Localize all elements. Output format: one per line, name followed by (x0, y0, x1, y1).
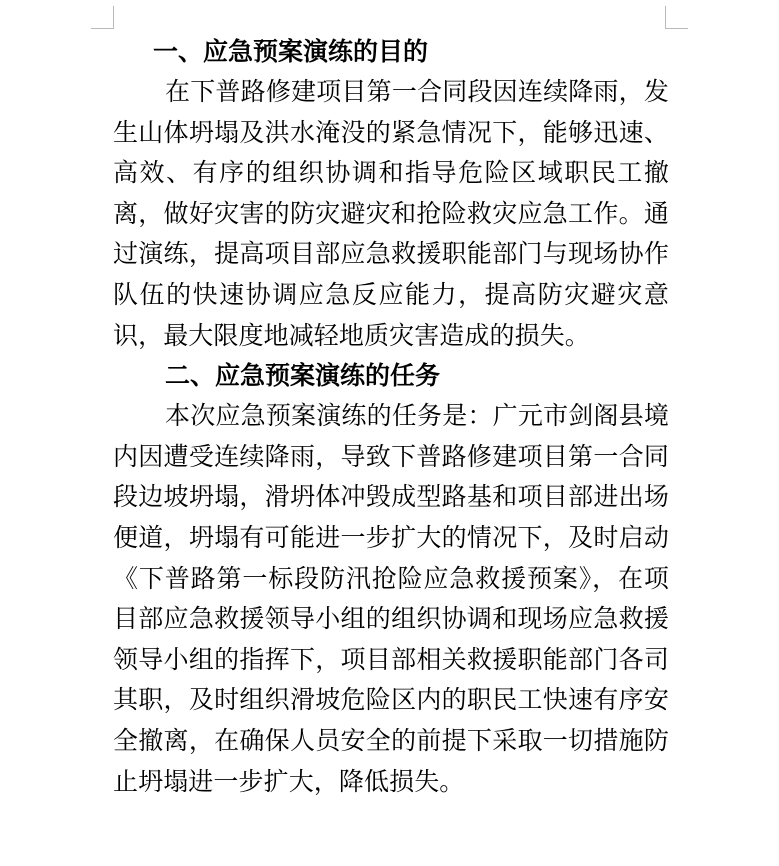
document-body[interactable] (113, 32, 669, 802)
section-paragraph-purpose: 在下普路修建项目第一合同段因连续降雨，发生山体坍塌及洪水淹没的紧急情况下，能够迅速、高效、有序的组织协调和指导危险区域职民工撤离，做好灾害的防灾避灾和抢险救灾应急工作。通过演练，提高项目部应急救援职能部门与现场协作队伍的快速协调应急反应能力，提高防灾避灾意识，最大限度地减轻地质灾害造成的损失。 (113, 77, 669, 350)
page-margin-corner-top-right (665, 6, 688, 29)
section-paragraph-task: 本次应急预案演练的任务是：广元市剑阁县境内因遭受连续降雨，导致下普路修建项目第一合同段边坡坍塌，滑坍体冲毁成型路基和项目部进出场便道，坍塌有可能进一步扩大的情况下，及时启动《下普路第一标段防汛抢险应急救援预案》，在项目部应急救援领导小组的组织协调和现场应急救援领导小组的指挥下，项目部相关救援职能部门各司其职，及时组织滑坡危险区内的职民工快速有序安全撤离，在确保人员安全的前提下采取一切措施防止坍塌进一步扩大，降低损失。 (113, 401, 669, 796)
page-margin-corner-top-left (91, 6, 114, 29)
section-heading-purpose: 一、应急预案演练的目的 (153, 37, 429, 66)
section-heading-task: 二、应急预案演练的任务 (165, 361, 441, 391)
